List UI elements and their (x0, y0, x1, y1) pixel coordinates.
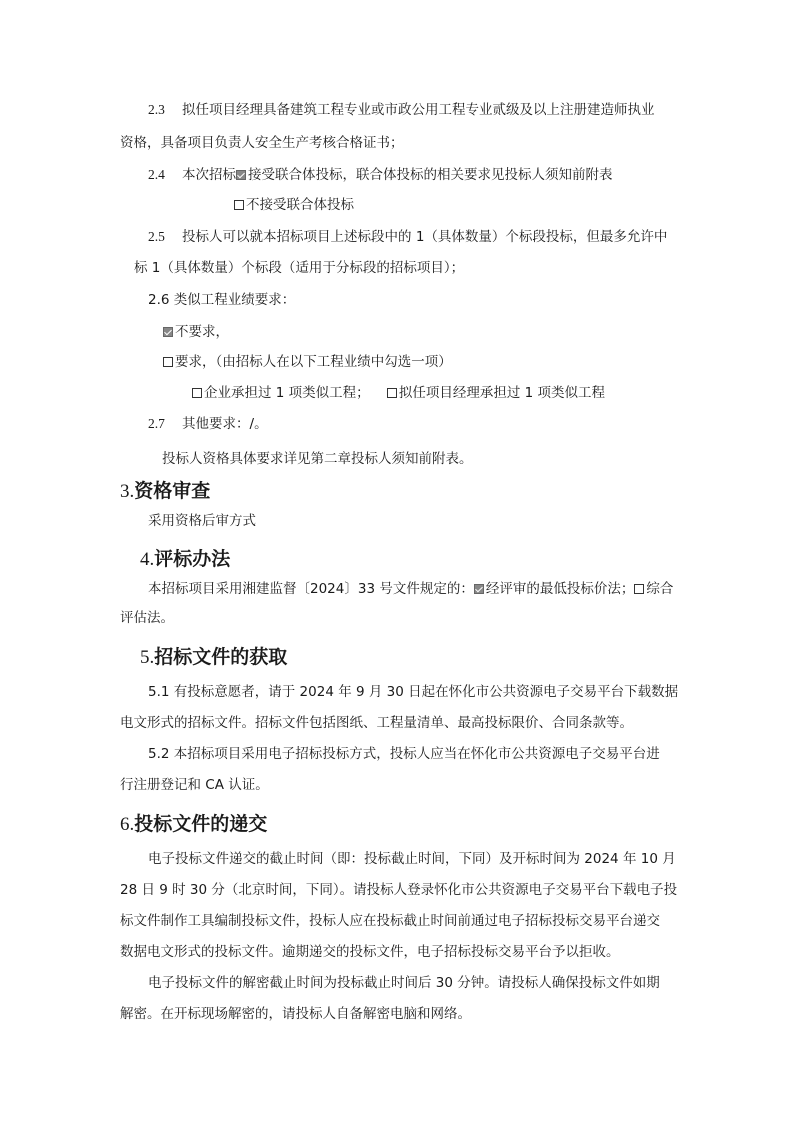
section-title: 投标文件的递交 (134, 813, 268, 835)
section-3-text: 采用资格后审方式 (148, 513, 256, 529)
checkbox-unchecked-icon[interactable] (387, 388, 397, 398)
checkbox-checked-icon[interactable] (474, 584, 484, 594)
qualification-note: 投标人资格具体要求详见第二章投标人须知前附表。 (162, 451, 473, 467)
clause-2-4-line1 (148, 165, 613, 185)
clause-number: 2.3 (148, 102, 165, 117)
checkbox-checked-icon[interactable] (236, 170, 246, 180)
section-4-heading (140, 546, 230, 573)
clause-2-5-line2: 标 1（具体数量）个标段（适用于分标段的招标项目）； (134, 260, 465, 276)
section-5-heading (140, 644, 287, 671)
section-6-p2-line2: 解密。在开标现场解密的，请投标人自备解密电脑和网络。 (120, 1006, 471, 1022)
option-manager-experience: 拟任项目经理承担过 1 项类似工程 (398, 385, 606, 401)
clause-number: 2.7 (148, 416, 165, 431)
section-6-p1-line1: 电子投标文件递交的截止时间（即：投标截止时间，下同）及开标时间为 2024 年 10 月 (148, 851, 676, 867)
clause-2-3-line1 (148, 100, 655, 120)
checkbox-unchecked-icon[interactable] (192, 388, 202, 398)
eval-method-prefix: 本招标项目采用湘建监督〔2024〕33 号文件规定的： (148, 581, 474, 597)
section-title: 评标办法 (154, 548, 231, 570)
clause-number: 2.4 (148, 167, 165, 182)
section-3-heading (120, 478, 210, 505)
section-6-heading (120, 811, 267, 838)
checkbox-unchecked-icon[interactable] (634, 584, 644, 594)
section-4-line2: 评估法。 (120, 610, 174, 626)
checkbox-checked-icon[interactable] (163, 327, 173, 337)
clause-2-7 (148, 414, 268, 434)
section-title: 资格审查 (134, 480, 211, 502)
clause-2-3-line2: 资格，具备项目负责人安全生产考核合格证书； (120, 135, 404, 151)
option-lowest-price: 经评审的最低投标价法； (485, 581, 635, 597)
section-6-p1-line3: 标文件制作工具编制投标文件，投标人应在投标截止时间前通过电子招标投标交易平台递交 (120, 913, 660, 929)
option-company-experience: 企业承担过 1 项类似工程； (204, 385, 370, 401)
clause-2-6-sub (192, 383, 605, 403)
clause-text: 其他要求：/。 (182, 416, 268, 432)
section-5-p1-line1: 5.1 有投标意愿者，请于 2024 年 9 月 30 日起在怀化市公共资源电子交易平台下载数据 (148, 684, 679, 700)
option-accept-joint: 接受联合体投标，联合体投标的相关要求见投标人须知前附表 (248, 167, 613, 183)
option-reject-joint: 不接受联合体投标 (246, 197, 354, 213)
clause-prefix: 本次招标 (182, 167, 237, 183)
checkbox-unchecked-icon[interactable] (163, 357, 173, 367)
option-required: 要求，（由招标人在以下工程业绩中勾选一项） (175, 354, 452, 370)
section-6-p2-line1: 电子投标文件的解密截止时间为投标截止时间后 30 分钟。请投标人确保投标文件如期 (148, 975, 660, 991)
option-not-required: 不要求， (175, 324, 229, 340)
section-number: 5. (140, 647, 155, 668)
clause-2-6-opt2 (163, 352, 452, 372)
section-6-p1-line2: 28 日 9 时 30 分（北京时间，下同）。请投标人登录怀化市公共资源电子交易平台下载电子投 (120, 882, 678, 898)
section-5-p2-line1: 5.2 本招标项目采用电子招标投标方式，投标人应当在怀化市公共资源电子交易平台进 (148, 746, 660, 762)
section-title: 招标文件的获取 (154, 646, 288, 668)
section-number: 3. (120, 481, 135, 502)
clause-2-4-line2 (234, 195, 354, 215)
option-comprehensive: 综合 (646, 581, 674, 597)
clause-text: 拟任项目经理具备建筑工程专业或市政公用工程专业贰级及以上注册建造师执业 (182, 102, 655, 118)
clause-2-6-title: 2.6 类似工程业绩要求： (148, 292, 296, 308)
section-6-p1-line4: 数据电文形式的投标文件。逾期递交的投标文件，电子招标投标交易平台予以拒收。 (120, 944, 620, 960)
clause-2-5-line1 (148, 227, 667, 247)
section-number: 6. (120, 814, 135, 835)
section-4-line1 (148, 579, 673, 599)
section-5-p2-line2: 行注册登记和 CA 认证。 (120, 777, 269, 793)
section-number: 4. (140, 549, 155, 570)
section-5-p1-line2: 电文形式的招标文件。招标文件包括图纸、工程量清单、最高投标限价、合同条款等。 (120, 715, 633, 731)
clause-text: 投标人可以就本招标项目上述标段中的 1（具体数量）个标段投标，但最多允许中 (182, 229, 668, 245)
clause-2-6-opt1 (163, 322, 229, 342)
clause-number: 2.5 (148, 229, 165, 244)
checkbox-unchecked-icon[interactable] (234, 200, 244, 210)
